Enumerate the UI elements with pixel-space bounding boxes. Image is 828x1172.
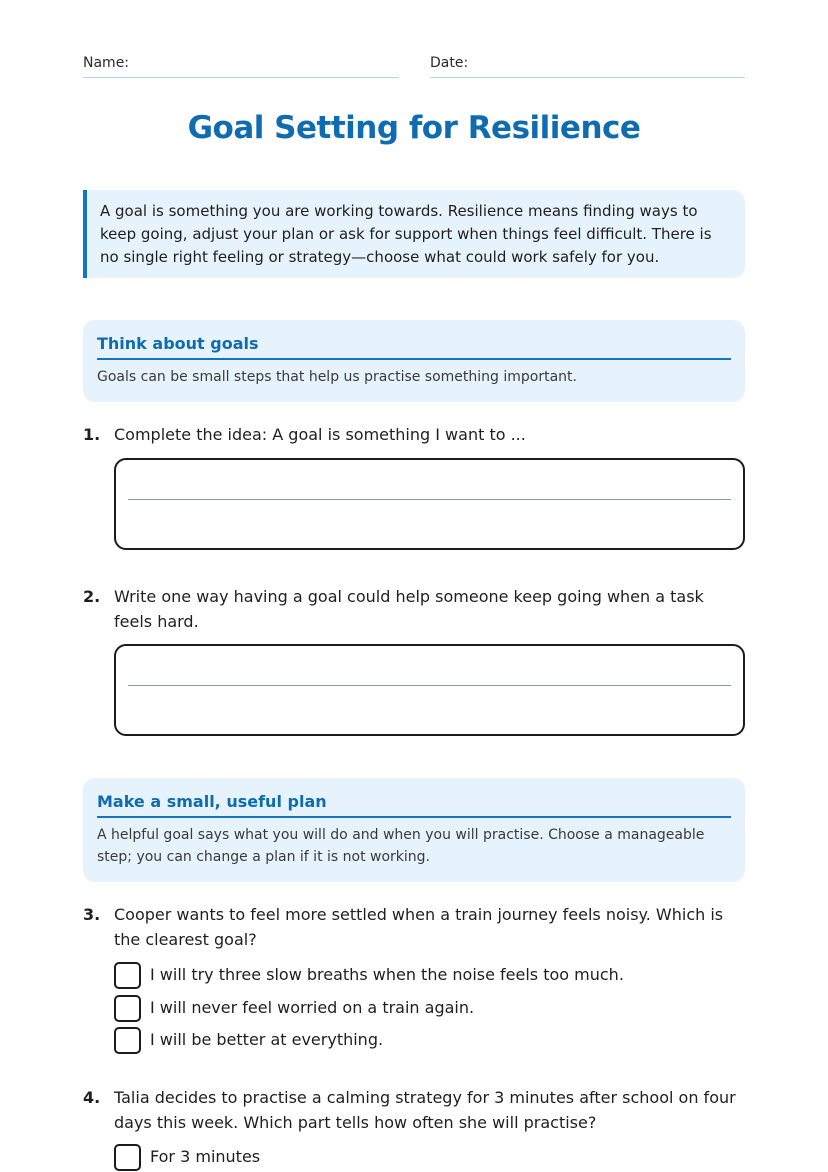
section-heading: Make a small, useful plan	[97, 792, 731, 818]
section-heading: Think about goals	[97, 334, 731, 360]
name-field[interactable]	[83, 52, 399, 78]
section-make-a-plan	[83, 778, 745, 882]
option-3a[interactable]	[114, 962, 744, 990]
option-3b[interactable]	[114, 995, 744, 1023]
question-text: Talia decides to practise a calming strategy for 3 minutes after school on four days this week. Which part tells how often she will practise?	[114, 1088, 736, 1132]
checkbox[interactable]	[114, 962, 141, 989]
page-title: Goal Setting for Resilience	[187, 110, 641, 146]
checkbox[interactable]	[114, 1027, 141, 1054]
option-3c[interactable]	[114, 1027, 744, 1055]
section-think-about-goals	[83, 320, 745, 402]
section-text: Goals can be small steps that help us practise something important.	[97, 369, 577, 385]
checkbox[interactable]	[114, 1144, 141, 1171]
date-label: Date:	[430, 55, 469, 71]
option-label: I will be better at everything.	[150, 1030, 384, 1049]
question-number: 2.	[83, 587, 101, 606]
section-text: A helpful goal says what you will do and when you will practise. Choose a manageable step; you can change a plan if it is not working.	[97, 827, 705, 865]
answer-box-1[interactable]	[114, 458, 745, 550]
question-text: Write one way having a goal could help someone keep going when a task feels hard.	[114, 587, 704, 631]
question-number: 4.	[83, 1088, 101, 1107]
question-number: 1.	[83, 425, 101, 444]
question-number: 3.	[83, 905, 101, 924]
question-text: Complete the idea: A goal is something I want to ...	[114, 425, 526, 444]
answer-box-2[interactable]	[114, 644, 745, 736]
question-text: Cooper wants to feel more settled when a train journey feels noisy. Which is the clearest goal?	[114, 905, 724, 949]
option-label: For 3 minutes	[150, 1147, 261, 1166]
answer-line	[128, 499, 731, 500]
date-field[interactable]	[430, 52, 745, 78]
answer-line	[128, 685, 731, 686]
option-label: I will never feel worried on a train again.	[150, 998, 475, 1017]
option-4a[interactable]	[114, 1144, 744, 1172]
checkbox[interactable]	[114, 995, 141, 1022]
name-label: Name:	[83, 55, 130, 71]
option-label: I will try three slow breaths when the noise feels too much.	[150, 965, 624, 984]
intro-callout: A goal is something you are working towards. Resilience means finding ways to keep going, adjust your plan or ask for support when things feel difficult. There is no single right feeling or strategy—choose what could work safely for you.	[83, 190, 745, 278]
